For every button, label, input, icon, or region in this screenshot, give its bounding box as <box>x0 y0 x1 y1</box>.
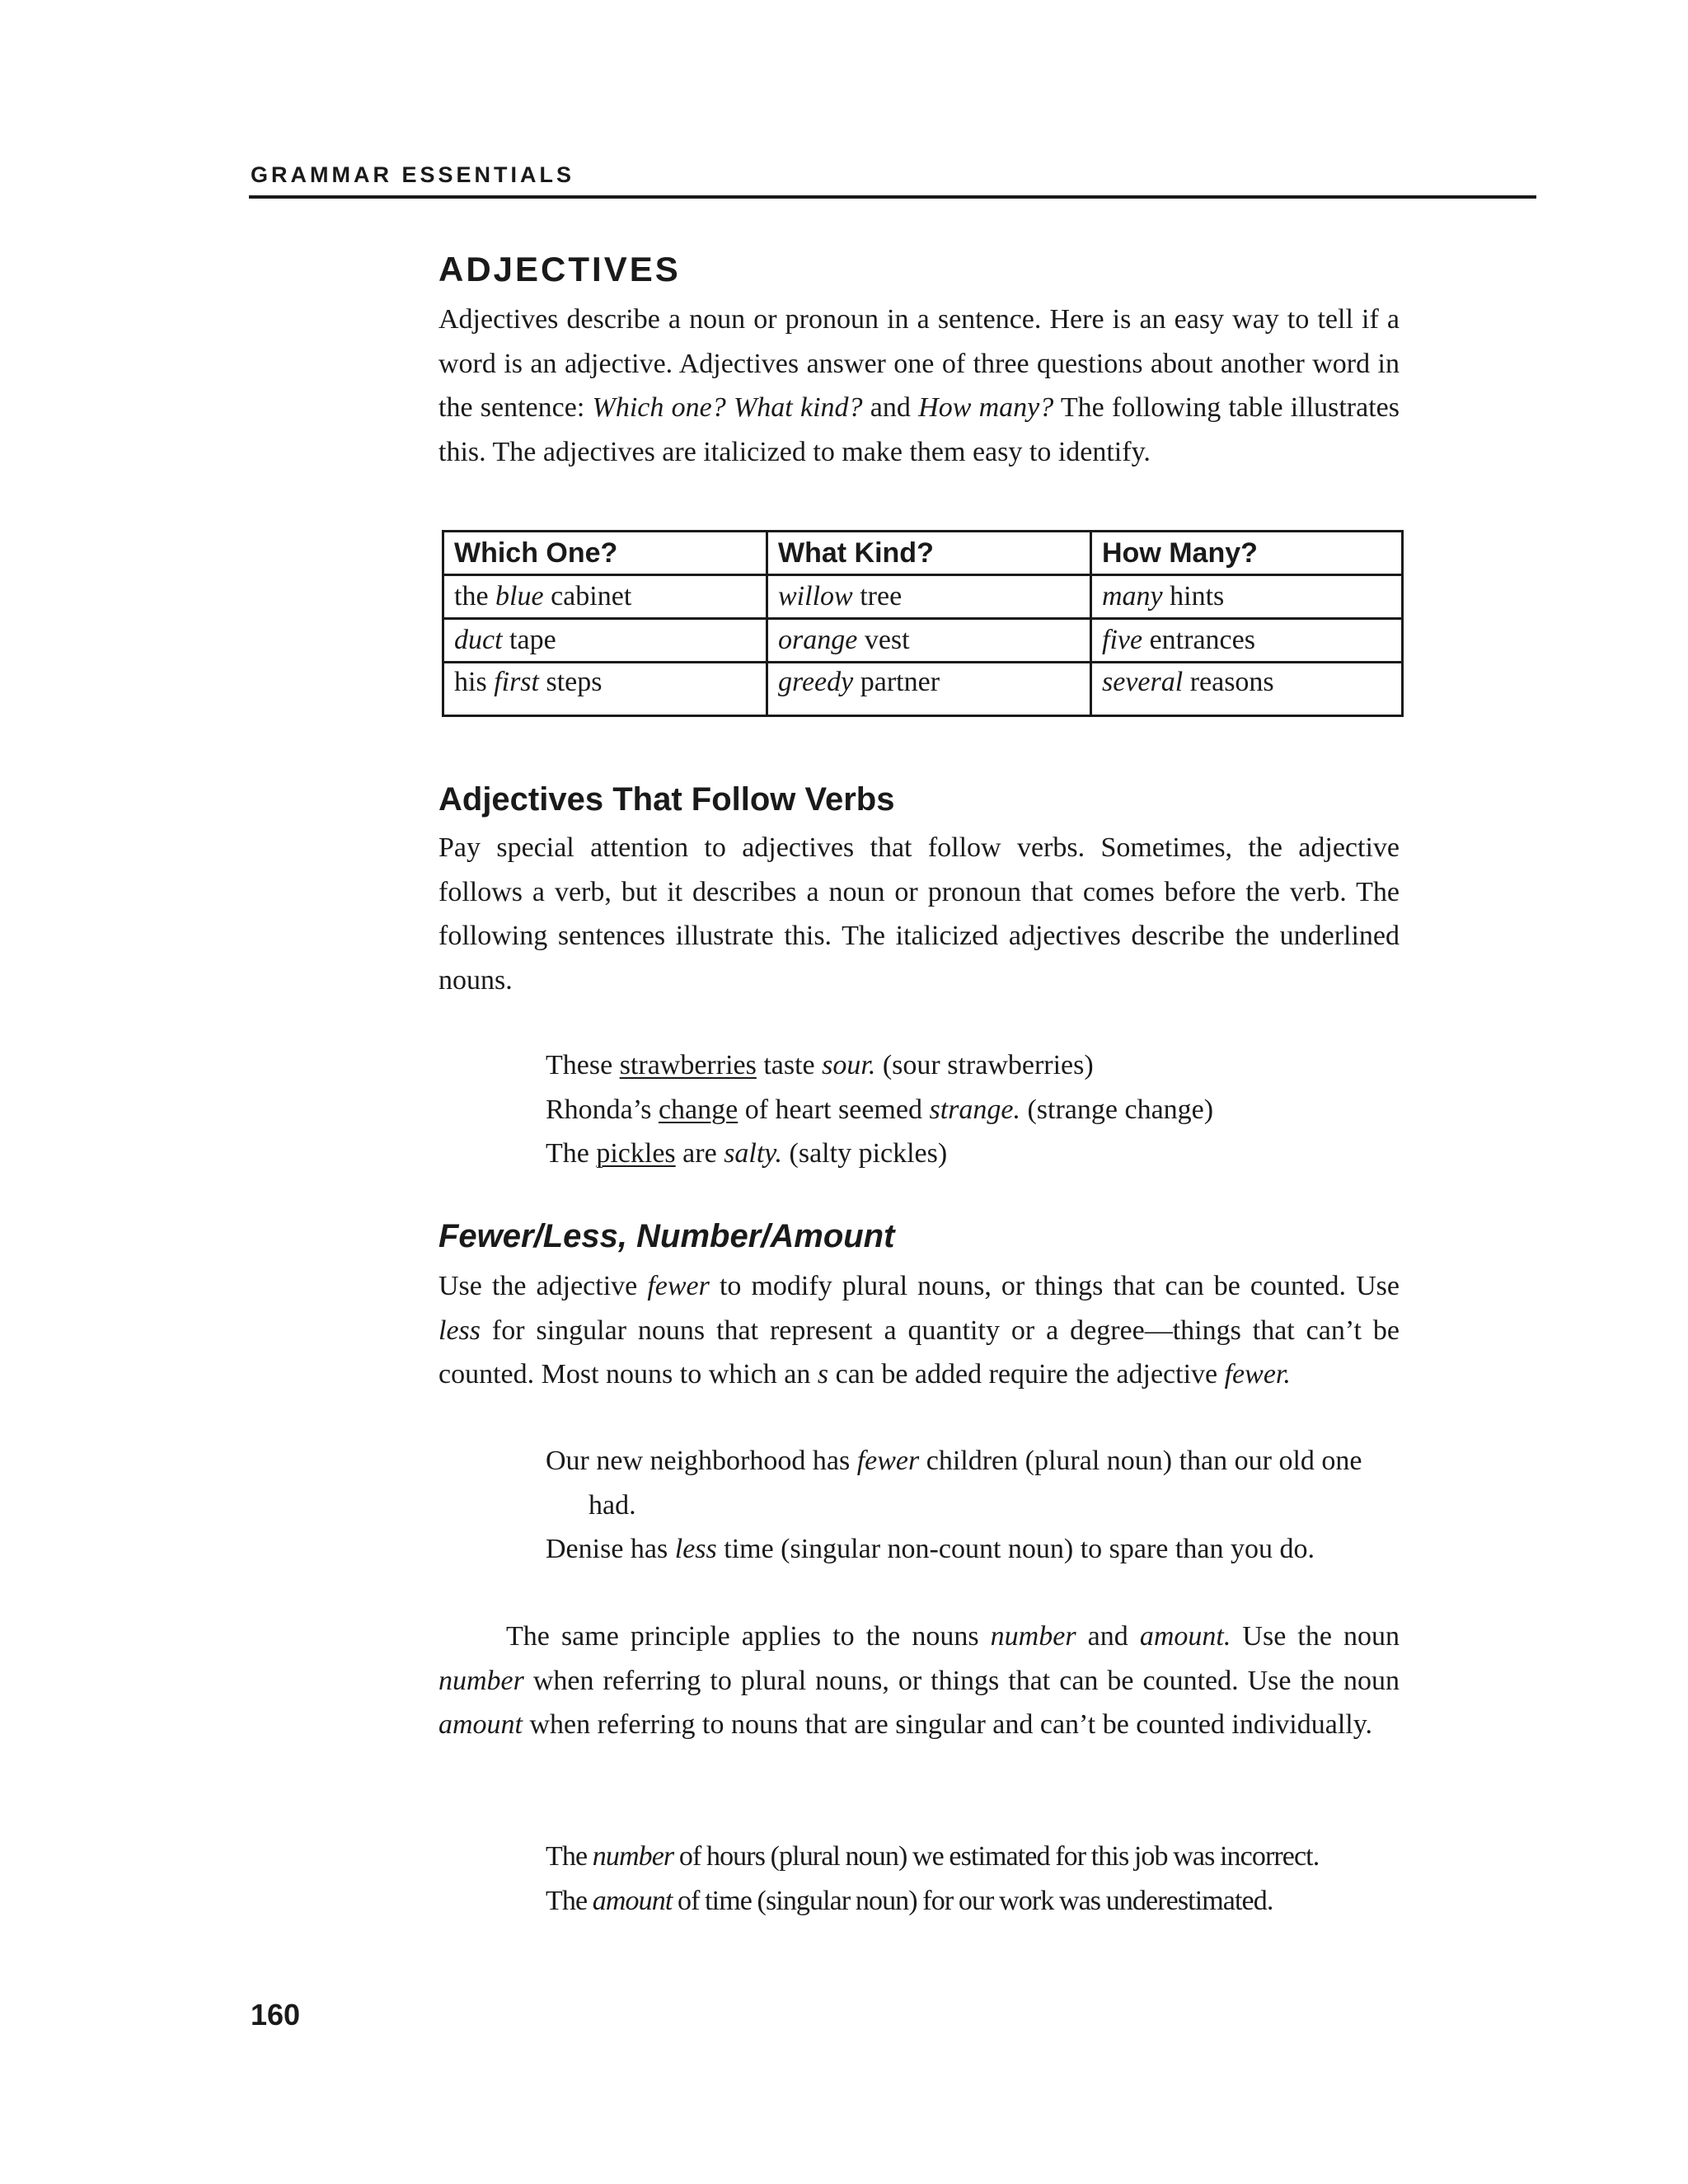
table-cell: willow tree <box>767 575 1091 619</box>
follow-verbs-intro-paragraph: Pay special attention to adjectives that follow verbs. Sometimes, the adjective follows a verb, but it describes a noun or pronoun that comes before the verb. The following sentences illustrate this. The italicized adjectives describe the underlined nouns. <box>438 832 1400 996</box>
table-cell: orange vest <box>767 619 1091 663</box>
table-row <box>443 619 1403 663</box>
table-row <box>443 663 1403 716</box>
number-amount-examples <box>546 1835 1400 1923</box>
fewer-less-examples <box>546 1439 1400 1572</box>
table-header-cell: What Kind? <box>767 532 1091 575</box>
table-cell: five entrances <box>1091 619 1403 663</box>
adjectives-intro-paragraph: Adjectives describe a noun or pronoun in a sentence. Here is an easy way to tell if a word is an adjective. Adjectives answer one of three questions about another word in the sentence: Which one? What kind? and How many? The following table illustrates this. The adjectives are italicized to make them easy to identify. <box>438 304 1400 467</box>
table-cell: his first steps <box>443 663 767 716</box>
example-sentence: Our new neighborhood has fewer children (plural noun) than our old one had. <box>546 1446 1362 1521</box>
table-cell: duct tape <box>443 619 767 663</box>
number-amount-paragraph: The same principle applies to the nouns number and amount. Use the noun number when referring to plural nouns, or things that can be counted. Use the noun amount when referring to nouns that are singular and can’t be counted individually. <box>438 1621 1400 1740</box>
running-head: GRAMMAR ESSENTIALS <box>251 162 575 187</box>
adjective-table <box>442 530 1404 717</box>
example-sentence: The number of hours (plural noun) we estimated for this job was incorrect. <box>546 1841 1320 1872</box>
follow-verbs-examples <box>546 1043 1400 1176</box>
example-sentence: These strawberries taste sour. (sour strawberries) <box>546 1050 1094 1080</box>
fewer-less-intro-paragraph: Use the adjective fewer to modify plural nouns, or things that can be counted. Use less for singular nouns that represent a quantity or a degree—things that can’t be counted. Most nouns to which an s can be added require the adjective fewer. <box>438 1271 1400 1390</box>
table-cell: many hints <box>1091 575 1403 619</box>
section-title-fewer-less: Fewer/Less, Number/Amount <box>438 1218 895 1254</box>
example-sentence: Denise has less time (singular non-count noun) to spare than you do. <box>546 1534 1315 1564</box>
page-number: 160 <box>251 1998 301 2032</box>
table-cell: the blue cabinet <box>443 575 767 619</box>
example-sentence: The pickles are salty. (salty pickles) <box>546 1138 948 1169</box>
table-header-cell: How Many? <box>1091 532 1403 575</box>
table-cell: greedy partner <box>767 663 1091 716</box>
table-cell: several reasons <box>1091 663 1403 716</box>
example-sentence: The amount of time (singular noun) for our work was underestimated. <box>546 1885 1273 1916</box>
section-title-follow-verbs: Adjectives That Follow Verbs <box>438 781 895 818</box>
header-rule <box>249 195 1536 199</box>
section-title-adjectives: ADJECTIVES <box>438 250 681 288</box>
example-sentence: Rhonda’s change of heart seemed strange. (strange change) <box>546 1094 1214 1125</box>
table-row <box>443 575 1403 619</box>
table-header-row <box>443 532 1403 575</box>
table-header-cell: Which One? <box>443 532 767 575</box>
